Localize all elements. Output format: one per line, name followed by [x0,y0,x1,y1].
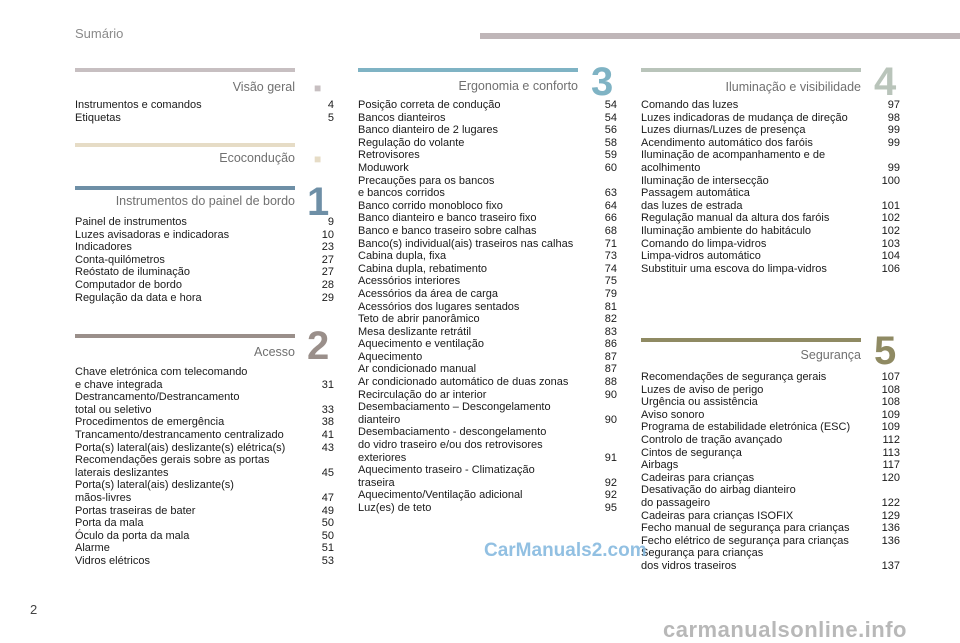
toc-entry-title: Regulação do volante [358,136,465,149]
toc-entry-title: Alarme [75,542,110,555]
toc-entry-page: 129 [881,509,900,522]
toc-entry-title: Etiquetas [75,111,121,124]
toc-entry-title: Aquecimento/Ventilação adicional [358,489,523,502]
toc-entry [641,187,900,212]
section-rule-visao [75,68,295,72]
toc-entry [641,522,900,535]
toc-entry-title: Moduwork [358,161,409,174]
toc-entry-title: Banco dianteiro de 2 lugares [358,124,499,137]
toc-entry [641,238,900,251]
toc-entry-page: 23 [321,241,334,254]
toc-entry-page: 79 [604,287,617,300]
toc-entry [75,279,334,292]
toc-list-3 [358,99,617,515]
section-rule-4 [641,68,861,72]
toc-entry [358,363,617,376]
toc-entry-page: 107 [881,371,900,383]
toc-entry [358,338,617,351]
toc-entry [641,409,900,422]
toc-entry [358,250,617,263]
toc-entry-page: 104 [881,250,900,263]
toc-entry-title: Porta(s) lateral(ais) deslizante(s) mãos-livres [75,479,234,504]
toc-entry [358,401,617,426]
toc-entry [641,212,900,225]
toc-entry-page: 27 [321,253,334,266]
toc-entry-title: Fecho manual de segurança para crianças [641,522,850,535]
toc-entry [358,326,617,339]
toc-entry [358,389,617,402]
toc-entry [358,263,617,276]
toc-entry-page: 54 [604,99,617,111]
toc-entry-title: Óculo da porta da mala [75,529,190,542]
toc-entry-title: Painel de instrumentos [75,216,187,228]
toc-entry-title: Acessórios dos lugares sentados [358,300,520,313]
toc-entry [641,124,900,137]
toc-entry-title: Recomendações gerais sobre as portas laterais deslizantes [75,454,270,479]
toc-entry-page: 29 [321,291,334,304]
toc-entry-page: 81 [604,300,617,313]
toc-entry-title: Ar condicionado automático de duas zonas [358,376,569,389]
section-dot-visao: ■ [314,81,322,95]
toc-entry-title: Destrancamento/Destrancamento total ou seletivo [75,391,240,416]
toc-entry [641,447,900,460]
toc-entry [358,162,617,175]
toc-entry-page: 56 [604,124,617,137]
toc-entry [75,99,334,112]
toc-entry-page: 113 [882,446,900,459]
toc-entry [641,434,900,447]
toc-entry [641,421,900,434]
section-number-2: 2 [307,324,330,368]
toc-entry-page: 45 [321,466,334,479]
toc-entry-title: Porta da mala [75,517,144,530]
toc-entry-page: 112 [882,433,900,446]
toc-entry [358,426,617,464]
toc-entry-title: Programa de estabilidade eletrónica (ESC) [641,421,851,434]
toc-list-5 [641,371,900,573]
toc-entry-page: 99 [887,124,900,137]
toc-entry-page: 91 [604,451,617,464]
toc-entry-page: 92 [604,476,617,489]
toc-entry-title: Aviso sonoro [641,408,705,421]
toc-entry-title: Precauções para os bancos e bancos corridos [358,174,495,200]
toc-entry-page: 27 [321,266,334,279]
toc-entry-title: Urgência ou assistência [641,396,758,409]
toc-entry-title: Computador de bordo [75,278,183,291]
toc-entry-page: 64 [604,199,617,212]
toc-entry [75,530,334,543]
toc-entry [75,442,334,455]
toc-entry [641,137,900,150]
toc-entry-page: 58 [604,136,617,149]
toc-entry [358,212,617,225]
toc-entry-page: 92 [604,489,617,502]
toc-entry-page: 49 [321,504,334,517]
toc-entry-page: 60 [604,161,617,174]
toc-entry [641,459,900,472]
toc-entry-title: Luzes diurnas/Luzes de presença [641,124,806,137]
toc-entry [358,149,617,162]
toc-entry-title: Luzes de aviso de perigo [641,383,764,396]
section-number-1: 1 [307,180,330,224]
toc-entry [641,112,900,125]
toc-entry-page: 5 [327,111,334,124]
toc-entry-title: Indicadores [75,241,132,254]
toc-entry [358,137,617,150]
toc-entry [641,472,900,485]
toc-entry-title: Acendimento automático dos faróis [641,136,813,149]
toc-entry-page: 82 [604,313,617,326]
toc-entry [358,464,617,489]
toc-entry-title: Trancamento/destrancamento centralizado [75,428,284,441]
toc-entry-page: 136 [881,534,900,547]
toc-entry [641,484,900,509]
toc-entry [358,502,617,515]
toc-entry [75,112,334,125]
toc-entry-page: 73 [604,250,617,263]
toc-entry-page: 122 [881,496,900,509]
toc-entry-page: 102 [881,212,900,225]
toc-entry [75,229,334,242]
toc-entry [641,225,900,238]
toc-entry-page: 83 [604,325,617,338]
toc-entry-title: Banco e banco traseiro sobre calhas [358,224,537,237]
toc-entry [75,454,334,479]
toc-entry [641,384,900,397]
toc-entry [641,547,900,572]
toc-entry-title: Banco dianteiro e banco traseiro fixo [358,212,537,225]
toc-entry-page: 101 [881,199,900,212]
toc-entry-title: Comando do limpa-vidros [641,237,767,250]
toc-entry-page: 38 [321,416,334,429]
toc-entry-page: 102 [881,224,900,237]
toc-entry-title: Regulação da data e hora [75,291,202,304]
toc-entry-page: 100 [881,174,900,187]
toc-entry-title: Controlo de tração avançado [641,433,783,446]
toc-entry [75,241,334,254]
toc-entry [358,175,617,200]
toc-entry-title: Limpa-vidros automático [641,250,761,263]
toc-entry-title: Segurança para crianças dos vidros traseiros [641,547,764,572]
toc-entry-page: 50 [321,517,334,530]
toc-entry-title: Acessórios da área de carga [358,287,499,300]
toc-entry-title: Comando das luzes [641,99,739,111]
toc-entry-page: 87 [604,350,617,363]
toc-entry-title: Aquecimento traseiro - Climatização traseira [358,464,535,489]
toc-entry-title: Chave eletrónica com telecomando e chave integrada [75,366,248,391]
toc-entry-title: Cadeiras para crianças [641,471,755,484]
toc-entry-page: 120 [881,471,900,484]
toc-entry-title: Regulação manual da altura dos faróis [641,212,830,225]
toc-entry-title: Posição correta de condução [358,99,501,111]
toc-entry-title: Recomendações de segurança gerais [641,371,827,383]
toc-entry [358,112,617,125]
toc-entry-page: 97 [887,99,900,111]
toc-entry [641,535,900,548]
toc-entry-title: Aquecimento [358,350,423,363]
toc-entry-page: 47 [321,491,334,504]
toc-entry-title: Banco(s) individual(ais) traseiros nas calhas [358,237,574,250]
toc-entry-title: Banco corrido monobloco fixo [358,199,503,212]
toc-entry-title: Cintos de segurança [641,446,742,459]
toc-list-4 [641,99,900,275]
toc-entry-page: 86 [604,338,617,351]
toc-entry-title: Portas traseiras de bater [75,504,196,517]
toc-entry-page: 90 [604,413,617,426]
section-rule-5 [641,338,861,342]
toc-entry [358,275,617,288]
toc-entry [641,250,900,263]
section-number-4: 4 [874,60,897,104]
toc-entry-page: 117 [882,459,900,472]
section-rule-2 [75,334,295,338]
toc-entry-page: 109 [881,421,900,434]
section-rule-1 [75,186,295,190]
toc-entry-page: 95 [604,502,617,514]
toc-entry-title: Fecho elétrico de segurança para crianças [641,534,849,547]
toc-entry [75,555,334,568]
toc-entry [75,416,334,429]
toc-entry [358,313,617,326]
toc-entry [75,542,334,555]
section-title-visao: Visão geral [232,80,295,94]
toc-entry [75,505,334,518]
toc-list-2 [75,366,334,568]
toc-entry [358,225,617,238]
toc-entry [641,396,900,409]
section-dot-eco: ■ [314,152,322,166]
toc-entry-title: Cabina dupla, fixa [358,250,447,263]
toc-entry-title: Porta(s) lateral(ais) deslizante(s) elétrica(s) [75,441,286,454]
toc-entry-title: Airbags [641,459,679,472]
toc-entry-page: 98 [887,111,900,124]
toc-entry-title: Desembaciamento - descongelamento do vidro traseiro e/ou dos retrovisores exteriores [358,426,547,464]
section-number-5: 5 [874,329,897,373]
toc-entry-page: 136 [881,522,900,535]
toc-entry [75,366,334,391]
toc-entry [641,99,900,112]
toc-entry-page: 31 [321,378,334,391]
toc-entry-page: 99 [887,136,900,149]
toc-entry-title: Luzes avisadoras e indicadoras [75,228,230,241]
toc-entry-title: Luz(es) de teto [358,502,432,514]
page-title: Sumário [75,26,124,41]
section-rule-3 [358,68,578,72]
watermark-site: CarManuals2.com [484,540,647,561]
toc-entry-title: Mesa deslizante retrátil [358,325,472,338]
toc-entry-page: 108 [881,383,900,396]
section-title-3: Ergonomia e conforto [458,79,578,93]
toc-entry-title: Aquecimento e ventilação [358,338,484,351]
toc-entry-page: 99 [887,161,900,174]
section-title-2: Acesso [254,345,295,359]
toc-entry-page: 137 [881,559,900,572]
toc-entry-page: 88 [604,376,617,389]
toc-entry [358,288,617,301]
toc-entry-page: 75 [604,275,617,288]
toc-entry-page: 74 [604,262,617,275]
toc-entry [75,216,334,229]
toc-entry-title: Recirculação do ar interior [358,388,487,401]
toc-entry [75,391,334,416]
toc-entry-title: Vidros elétricos [75,554,150,567]
toc-entry-page: 68 [604,224,617,237]
watermark-footer: carmanualsonline.info [663,617,907,642]
toc-entry-title: Retrovisores [358,149,420,162]
toc-entry [358,351,617,364]
toc-entry-page: 109 [881,408,900,421]
toc-entry-title: Desativação do airbag dianteiro do passageiro [641,484,796,509]
toc-entry-page: 90 [604,388,617,401]
toc-entry-page: 63 [604,187,617,200]
toc-entry-page: 50 [321,529,334,542]
toc-entry-page: 41 [321,428,334,441]
toc-entry [358,376,617,389]
toc-entry-title: Iluminação ambiente do habitáculo [641,224,812,237]
toc-entry-title: Cadeiras para crianças ISOFIX [641,509,794,522]
section-number-3: 3 [591,60,614,104]
section-title-eco: Ecocondução [219,151,295,165]
toc-entry-page: 33 [321,403,334,416]
toc-entry-title: Iluminação de intersecção [641,174,769,187]
toc-entry [358,124,617,137]
toc-list-1 [75,216,334,304]
section-title-4: Iluminação e visibilidade [725,80,861,94]
toc-entry-title: Teto de abrir panorâmico [358,313,480,326]
toc-entry-title: Substituir uma escova do limpa-vidros [641,262,827,275]
toc-entry-page: 51 [321,542,334,555]
toc-entry [641,263,900,276]
toc-entry-title: Passagem automática das luzes de estrada [641,187,750,212]
toc-entry [75,517,334,530]
toc-entry [641,371,900,384]
toc-entry-title: Bancos dianteiros [358,111,446,124]
toc-entry [75,429,334,442]
section-title-1: Instrumentos do painel de bordo [115,194,295,208]
toc-entry-page: 106 [881,262,900,275]
section-rule-eco [75,143,295,147]
toc-entry-page: 59 [604,149,617,162]
toc-entry [75,266,334,279]
toc-entry-title: Ar condicionado manual [358,363,477,376]
toc-entry-title: Conta-quilómetros [75,253,165,266]
toc-entry-page: 66 [604,212,617,225]
toc-entry [358,238,617,251]
page-number: 2 [30,602,38,617]
toc-entry-page: 43 [321,441,334,454]
toc-entry-title: Procedimentos de emergência [75,416,225,429]
toc-entry-title: Acessórios interiores [358,275,461,288]
toc-entry-page: 28 [321,278,334,291]
toc-list-visao [75,99,334,124]
toc-entry [641,175,900,188]
toc-entry-title: Cabina dupla, rebatimento [358,262,488,275]
toc-entry [75,292,334,305]
toc-entry [75,479,334,504]
toc-entry-page: 9 [327,216,334,228]
toc-entry [75,254,334,267]
toc-entry-page: 54 [604,111,617,124]
toc-entry-page: 71 [604,237,617,250]
toc-entry-page: 10 [321,228,334,241]
toc-entry-title: Luzes indicadoras de mudança de direção [641,111,848,124]
toc-entry-page: 87 [604,363,617,376]
toc-entry-title: Reóstato de iluminação [75,266,190,279]
toc-entry [358,200,617,213]
toc-entry [358,489,617,502]
toc-entry [358,301,617,314]
toc-entry-title: Instrumentos e comandos [75,99,202,111]
toc-entry [641,510,900,523]
toc-entry-page: 108 [881,396,900,409]
toc-entry-page: 53 [321,554,334,567]
section-title-5: Segurança [800,348,861,362]
toc-entry-page: 4 [327,99,334,111]
header-rule [480,33,960,39]
toc-entry [358,99,617,112]
toc-entry-page: 103 [881,237,900,250]
toc-entry [641,149,900,174]
toc-entry-title: Iluminação de acompanhamento e de acolhimento [641,149,826,174]
toc-entry-title: Desembaciamento – Descongelamento dianteiro [358,401,551,426]
